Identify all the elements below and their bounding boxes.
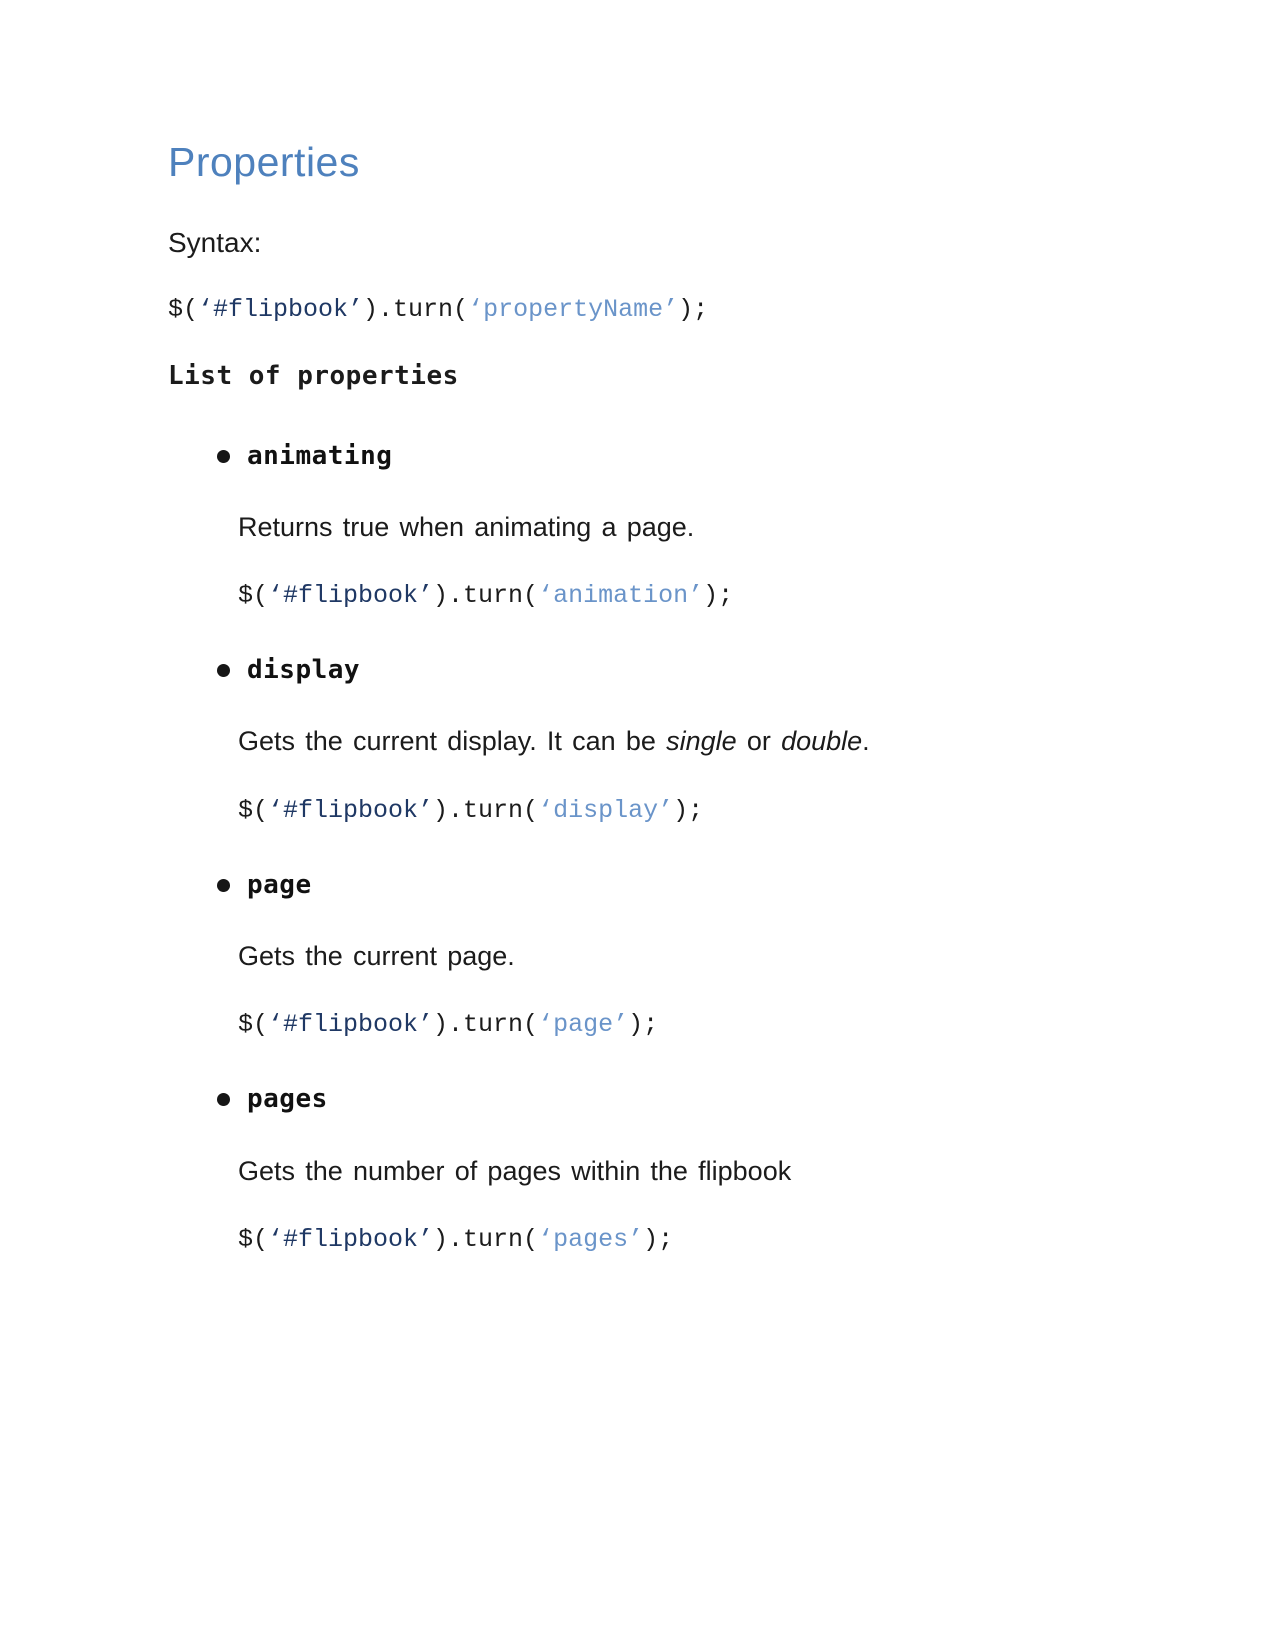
property-name-row	[238, 441, 1155, 472]
property-code-line	[238, 1010, 1155, 1040]
code-string-text: ‘display’	[538, 795, 674, 825]
code-plain-text: ).turn(	[433, 581, 539, 611]
code-plain-text: );	[643, 1225, 674, 1254]
code-selector-text: ‘#flipbook’	[268, 581, 434, 611]
properties-list	[168, 441, 1155, 1255]
property-name-row	[238, 1084, 1155, 1115]
page-title: Properties	[168, 139, 360, 185]
code-plain-text: $(	[238, 581, 269, 611]
code-plain-text: $(	[238, 795, 269, 825]
code-selector-text: ‘#flipbook’	[198, 294, 364, 324]
property-description	[238, 940, 1155, 972]
code-string-text: ‘propertyName’	[468, 294, 679, 324]
syntax-code-line	[168, 295, 1155, 325]
property-code-line	[238, 1225, 1155, 1255]
property-item	[168, 655, 1155, 826]
code-plain-text: ).turn(	[433, 1225, 539, 1254]
code-plain-text: );	[673, 795, 704, 825]
code-plain-text: ).turn(	[433, 1010, 539, 1040]
code-selector-text: ‘#flipbook’	[268, 1010, 434, 1040]
property-name: pages	[247, 1084, 328, 1115]
property-code-line	[238, 796, 1155, 826]
code-plain-text: $(	[238, 1225, 269, 1254]
code-selector-text: ‘#flipbook’	[268, 1225, 434, 1254]
code-string-text: ‘page’	[538, 1010, 629, 1040]
property-description	[238, 725, 1155, 757]
list-of-properties-heading: List of properties	[168, 360, 459, 391]
bullet-icon	[217, 664, 230, 677]
property-item	[168, 441, 1155, 612]
property-name: animating	[247, 440, 393, 471]
code-plain-text: );	[678, 294, 709, 324]
description-text: Gets the number of pages within the flipbook	[238, 1155, 792, 1186]
property-name-row	[238, 655, 1155, 686]
description-text: Gets the current page.	[238, 941, 515, 972]
property-description	[238, 511, 1155, 543]
code-plain-text: $(	[238, 1010, 269, 1040]
code-plain-text: );	[703, 581, 734, 611]
description-italic-text: single	[666, 726, 737, 757]
bullet-icon	[217, 1093, 230, 1106]
code-plain-text: );	[628, 1010, 659, 1040]
description-text: Returns true when animating a page.	[238, 511, 695, 542]
property-name-row	[238, 870, 1155, 901]
code-string-text: ‘pages’	[538, 1225, 644, 1254]
property-code-line	[238, 581, 1155, 611]
code-selector-text: ‘#flipbook’	[268, 795, 434, 825]
code-plain-text: ).turn(	[363, 294, 469, 324]
description-text: .	[862, 726, 870, 757]
property-item	[168, 870, 1155, 1041]
syntax-label: Syntax:	[168, 226, 262, 258]
code-plain-text: ).turn(	[433, 795, 539, 825]
bullet-icon	[217, 879, 230, 892]
description-text: Gets the current display. It can be	[238, 726, 667, 757]
code-plain-text: $(	[168, 294, 199, 324]
bullet-icon	[217, 450, 230, 463]
description-italic-text: double	[781, 726, 863, 757]
description-text: or	[736, 726, 782, 757]
property-item	[168, 1084, 1155, 1255]
property-name: display	[247, 655, 361, 686]
property-name: page	[247, 869, 312, 900]
code-string-text: ‘animation’	[538, 581, 704, 611]
property-description	[238, 1155, 1155, 1187]
